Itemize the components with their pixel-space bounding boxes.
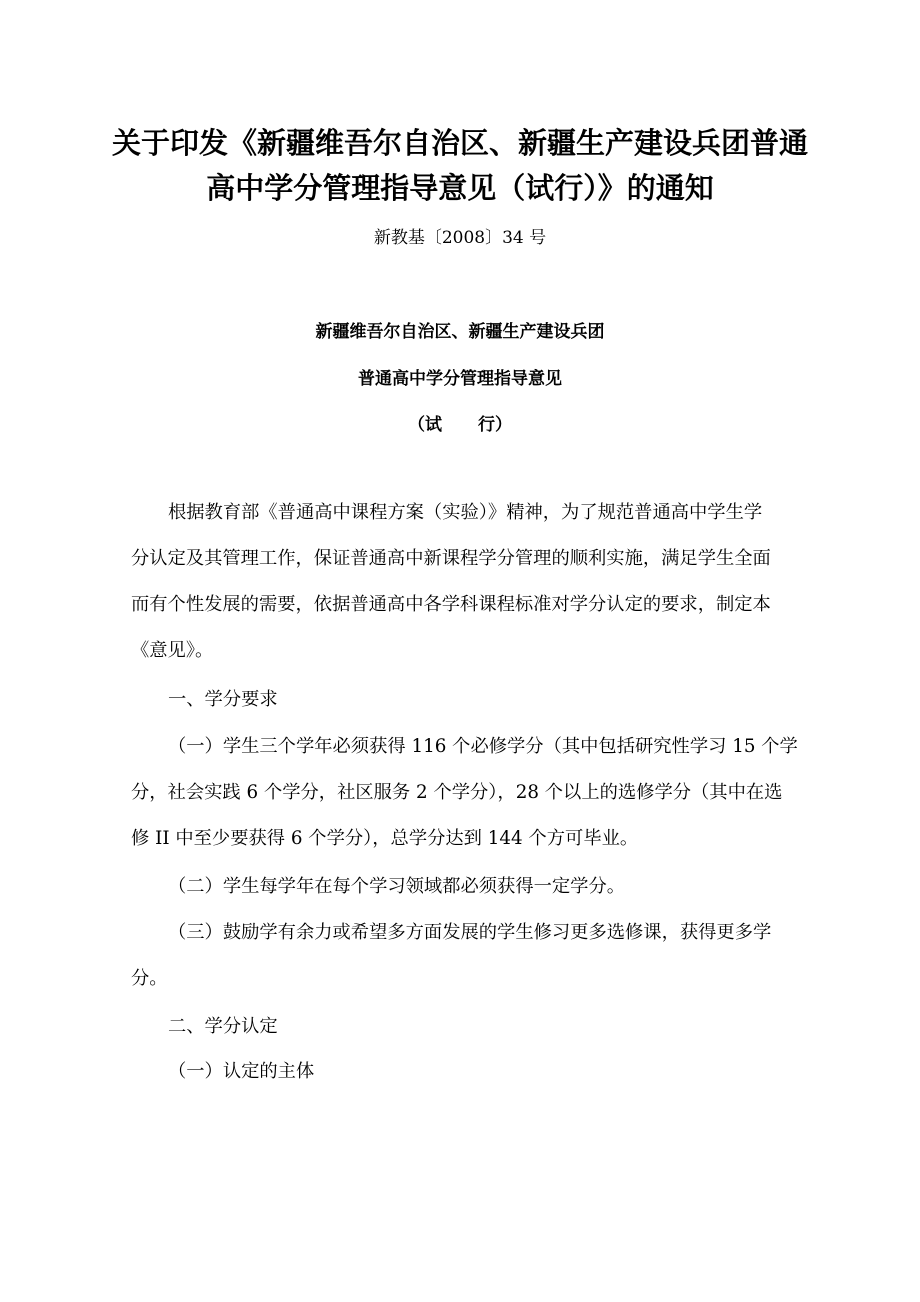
section-1-item-2: （二）学生每学年在每个学习领域都必须获得一定学分。	[168, 876, 626, 897]
subheading-trial-open: （试	[408, 415, 442, 435]
subheading-title: 普通高中学分管理指导意见	[358, 369, 562, 389]
subheading-trial-close: 行）	[478, 415, 512, 435]
section-1-item-1-line-3: 修 II 中至少要获得 6 个学分），总学分达到 144 个方可毕业。	[131, 828, 639, 849]
section-2-item-1: （一）认定的主体	[168, 1061, 315, 1082]
section-1-item-3-line-2: 分。	[131, 968, 168, 989]
document-title-line-1: 关于印发《新疆维吾尔自治区、新疆生产建设兵团普通	[111, 126, 808, 160]
intro-line-4: 《意见》。	[131, 640, 214, 661]
section-1-item-1-line-1: （一）学生三个学年必须获得 116 个必修学分（其中包括研究性学习 15 个学	[168, 736, 798, 757]
intro-line-2: 分认定及其管理工作，保证普通高中新课程学分管理的顺利实施，满足学生全面	[131, 548, 771, 569]
document-number: 新教基〔2008〕34 号	[373, 228, 547, 248]
document-title-line-2: 高中学分管理指导意见（试行）》的通知	[206, 171, 714, 205]
subheading-trial	[0, 410, 920, 435]
section-1-item-3-line-1: （三）鼓励学有余力或希望多方面发展的学生修习更多选修课，获得更多学	[168, 922, 772, 943]
intro-line-1: 根据教育部《普通高中课程方案（实验）》精神，为了规范普通高中学生学	[168, 502, 763, 523]
subheading-issuer: 新疆维吾尔自治区、新疆生产建设兵团	[315, 322, 605, 342]
section-1-heading: 一、学分要求	[168, 689, 278, 710]
section-1-item-1-line-2: 分，社会实践 6 个学分，社区服务 2 个学分），28 个以上的选修学分（其中在选	[131, 782, 783, 803]
intro-line-3: 而有个性发展的需要，依据普通高中各学科课程标准对学分认定的要求，制定本	[131, 594, 771, 615]
section-2-heading: 二、学分认定	[168, 1016, 278, 1037]
